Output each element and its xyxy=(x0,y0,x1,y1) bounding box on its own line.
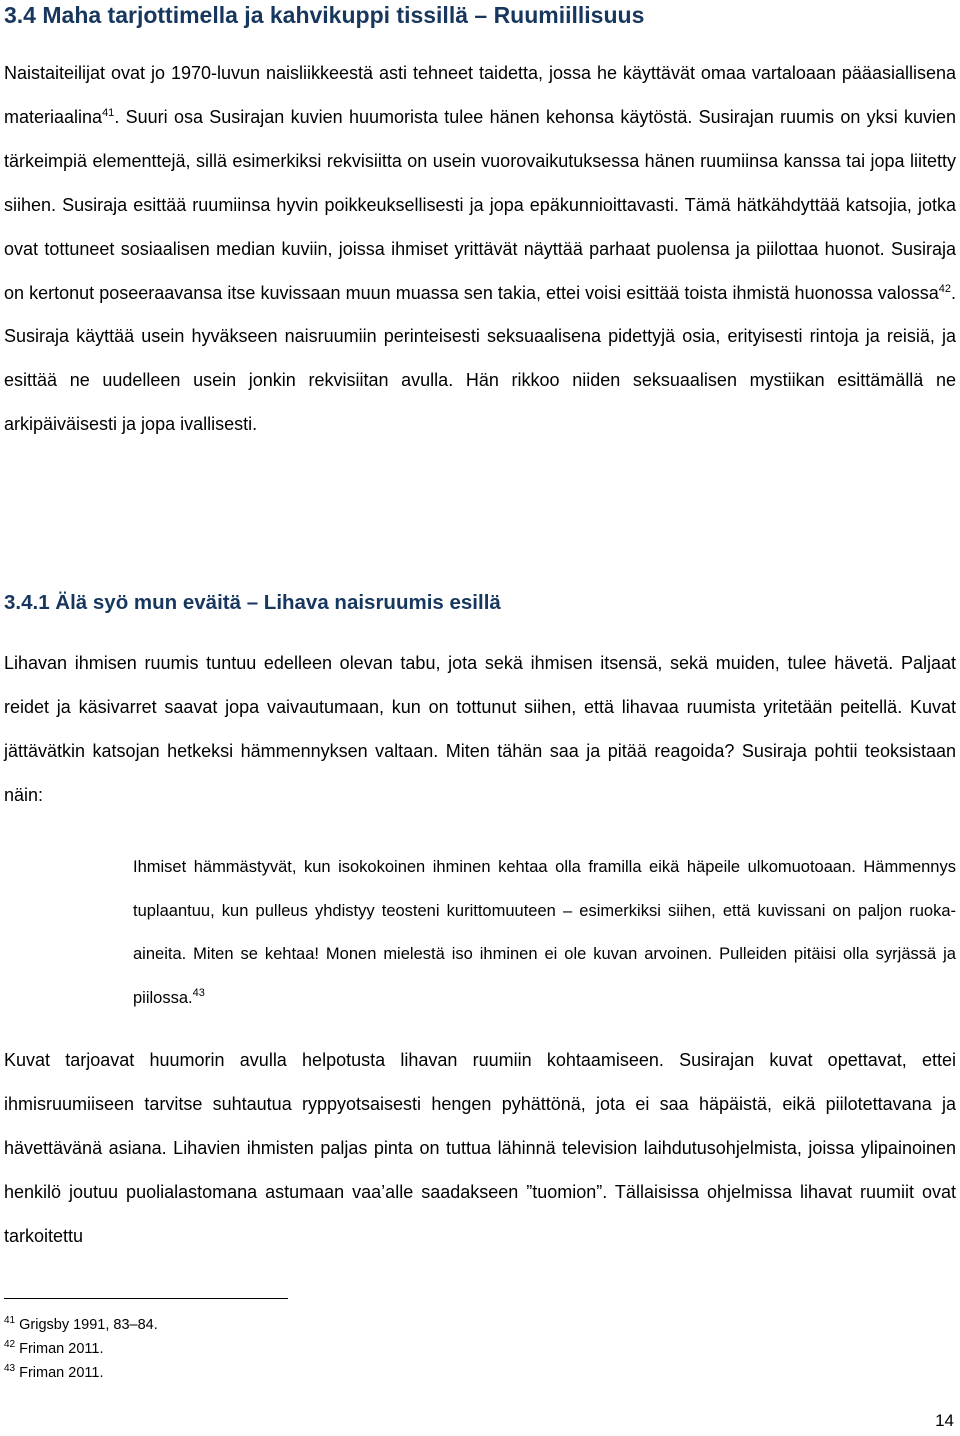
page-number: 14 xyxy=(935,1411,954,1430)
block-quote xyxy=(133,846,956,1020)
footnote-ref-41[interactable]: 41 xyxy=(102,106,115,119)
quote-text: Ihmiset hämmästyvät, kun isokokoinen ihminen kehtaa olla framilla eikä häpeile ulkomuotoaan. Hämmennys tuplaantuu, kun pulleus yhdistyy teosteni kurittomuuteen – esimerkiksi siihen, että kuvissani on paljon ruoka-aineita. Miten se kehtaa! Monen mielestä iso ihminen ei ole kuvan arvoinen. Pulleiden pitäisi olla syrjässä ja piilossa. xyxy=(133,858,956,1007)
paragraph-text: . Susiraja käyttää usein hyväkseen naisruumiin perinteisesti seksuaalisena pidettyjä osia, erityisesti rintoja ja reisiä, ja esittää ne uudelleen usein jonkin rekvisiitan avulla. Hän rikkoo niiden seksuaalisen mystiikan esittämällä ne arkipäiväisesti ja jopa ivallisesti. xyxy=(4,282,956,435)
footnote-text: Friman 2011. xyxy=(19,1341,104,1357)
body-paragraph-2: Lihavan ihmisen ruumis tuntuu edelleen olevan tabu, jota sekä ihmisen itsensä, sekä muiden, tulee hävetä. Paljaat reidet ja käsivarret saavat jopa vaivautumaan, kun on tottunut siihen, että lihavaa ruumista yritetään peitellä. Kuvat jättävätkin katsojan hetkeksi hämmennyksen valtaan. Miten tähän saa ja pitää reagoida? Susiraja pohtii teoksistaan näin: xyxy=(4,653,956,805)
body-paragraph-3: Kuvat tarjoavat huumorin avulla helpotusta lihavan ruumiin kohtaamiseen. Susirajan kuvat opettavat, ettei ihmisruumiiseen tarvitse suhtautua ryppyotsaisesti hengen pyhättönä, jota ei saa häpäistä, eikä piilotettavana ja hävettävänä asiana. Lihavien ihmisten paljas pinta on tuttua lähinnä television laihdutusohjelmista, joissa ylipainoinen henkilö joutuu puolialastomana astumaan vaa’alle saadakseen ”tuomion”. Tällaisissa ohjelmissa lihavat ruumiit ovat tarkoitettu xyxy=(4,1050,956,1246)
subsection-heading: 3.4.1 Älä syö mun eväitä – Lihava naisruumis esillä xyxy=(4,591,501,614)
footnote-42 xyxy=(4,1337,103,1361)
footnote-41 xyxy=(4,1313,158,1337)
footnote-ref-43[interactable]: 43 xyxy=(192,986,205,999)
footnote-number: 43 xyxy=(4,1363,16,1374)
footnote-43 xyxy=(4,1361,103,1385)
paragraph-text: Naistaiteilijat ovat jo 1970-luvun naisliikkeestä asti tehneet taidetta, jossa he käyttävät omaa vartaloaan pääasiallisena materiaalina xyxy=(4,63,956,127)
footnote-number: 42 xyxy=(4,1339,16,1350)
body-paragraph-1 xyxy=(4,52,956,447)
section-heading: 3.4 Maha tarjottimella ja kahvikuppi tissillä – Ruumiillisuus xyxy=(4,2,645,28)
footnote-ref-42[interactable]: 42 xyxy=(938,282,951,295)
paragraph-text: . Suuri osa Susirajan kuvien huumorista tulee hänen kehonsa käytöstä. Susirajan ruumis on yksi kuvien tärkeimpiä elementtejä, sillä esimerkiksi rekvisiitta on usein vuorovaikutuksessa hänen ruumiinsa kanssa tai jopa liitetty siihen. Susiraja esittää ruumiinsa hyvin poikkeuksellisesti ja jopa epäkunnioittavasti. Tämä hätkähdyttää katsojia, jotka ovat tottuneet sosiaalisen median kuviin, joissa ihmiset yrittävät näyttää parhaat puolensa ja piilottaa huonot. Susiraja on kertonut poseeraavansa itse kuvissaan muun muassa sen takia, ettei voisi esittää toista ihmistä huonossa valossa xyxy=(4,106,956,303)
footnote-separator xyxy=(4,1298,288,1299)
footnote-number: 41 xyxy=(4,1315,16,1326)
footnote-text: Grigsby 1991, 83–84. xyxy=(19,1317,158,1333)
footnote-text: Friman 2011. xyxy=(19,1365,104,1381)
